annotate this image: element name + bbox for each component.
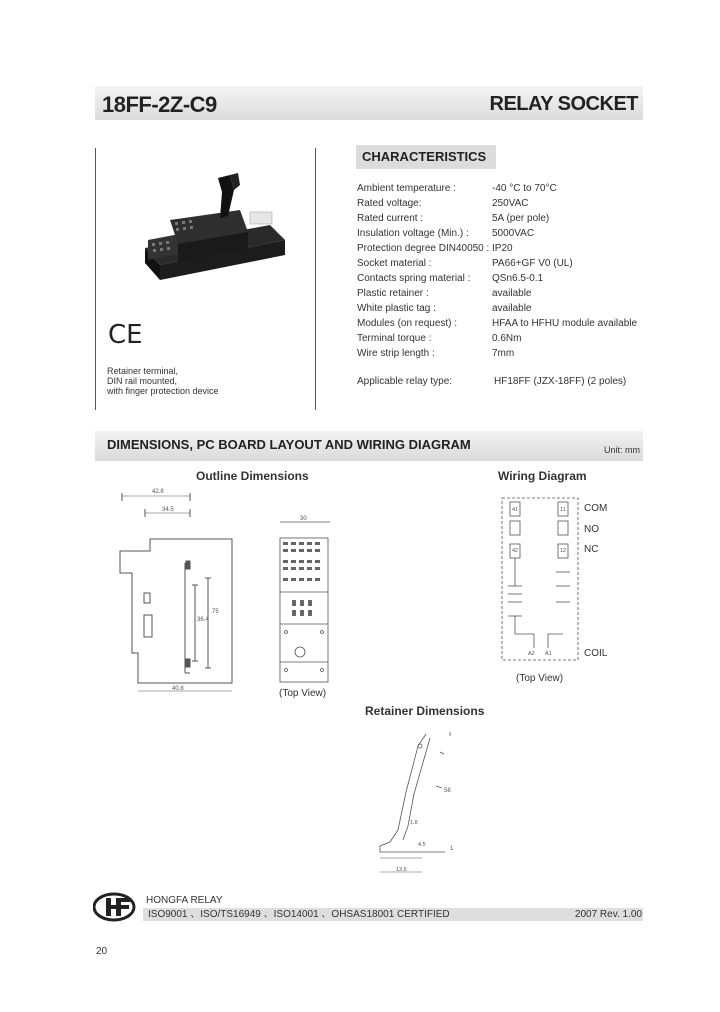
section-title: DIMENSIONS, PC BOARD LAYOUT AND WIRING DIAGRAM bbox=[107, 437, 471, 452]
middle-divider bbox=[315, 148, 316, 410]
retainer-dim-1: 1 bbox=[450, 846, 454, 852]
wiring-diagram bbox=[498, 494, 618, 666]
relay-socket-photo bbox=[130, 170, 290, 290]
wiring-label-no: NO bbox=[584, 524, 599, 535]
spec-label: Rated current : bbox=[357, 213, 424, 224]
left-divider bbox=[95, 148, 96, 410]
applicable-label: Applicable relay type: bbox=[357, 376, 453, 387]
spec-value: 5A (per pole) bbox=[492, 213, 550, 224]
outline-title: Outline Dimensions bbox=[196, 469, 309, 483]
wiring-label-coil: COIL bbox=[584, 648, 608, 659]
terminal-41: 41 bbox=[512, 507, 519, 513]
company-name: HONGFA RELAY bbox=[146, 895, 223, 906]
retainer-drawing bbox=[370, 722, 470, 882]
dim-overall: 42.8 bbox=[152, 489, 164, 495]
retainer-dim-45: 4.5 bbox=[418, 842, 426, 848]
characteristics-heading: CHARACTERISTICS bbox=[356, 145, 496, 169]
unit-label: Unit: mm bbox=[604, 445, 640, 455]
wiring-top-view-label: (Top View) bbox=[516, 673, 564, 684]
spec-label: White plastic tag : bbox=[357, 303, 436, 314]
terminal-11: 11 bbox=[560, 507, 566, 513]
spec-label: Terminal torque : bbox=[357, 333, 432, 344]
hongfa-logo bbox=[93, 892, 139, 922]
revision: 2007 Rev. 1.00 bbox=[574, 909, 642, 920]
spec-value: HFAA to HFHU module available bbox=[492, 318, 638, 329]
dim-height2: 36.4 bbox=[197, 617, 209, 623]
spec-label: Wire strip length : bbox=[357, 348, 435, 359]
dim-bottom: 40.8 bbox=[172, 686, 184, 692]
wiring-label-com: COM bbox=[584, 503, 608, 514]
terminal-12: 12 bbox=[560, 548, 567, 554]
dim-inner: 34.5 bbox=[162, 507, 174, 513]
terminal-a2: A2 bbox=[528, 651, 535, 657]
spec-value: QSn6.5-0.1 bbox=[492, 273, 544, 284]
spec-value: 7mm bbox=[492, 348, 515, 359]
spec-label: Insulation voltage (Min.) : bbox=[357, 228, 469, 239]
spec-value: IP20 bbox=[492, 243, 513, 254]
model-title: 18FF-2Z-C9 bbox=[102, 92, 217, 117]
product-title: RELAY SOCKET bbox=[489, 93, 638, 115]
spec-label: Contacts spring material : bbox=[357, 273, 471, 284]
page-number: 20 bbox=[96, 946, 108, 957]
spec-value: -40 °C to 70°C bbox=[492, 183, 557, 194]
spec-label: Socket material : bbox=[357, 258, 432, 269]
spec-label: Plastic retainer : bbox=[357, 288, 429, 299]
caption-line: with finger protection device bbox=[107, 386, 219, 396]
ce-mark: CE bbox=[108, 320, 143, 350]
caption-line: Retainer terminal, bbox=[107, 366, 179, 376]
caption-line: DIN rail mounted, bbox=[107, 376, 178, 386]
applicable-relay-row bbox=[357, 376, 647, 387]
certifications: ISO9001 、ISO/TS16949 、ISO14001 、OHSAS18001 CERTIFIED bbox=[148, 909, 450, 920]
spec-label: Protection degree DIN40050 : bbox=[357, 243, 490, 254]
spec-value: available bbox=[492, 303, 532, 314]
spec-label: Rated voltage: bbox=[357, 198, 422, 209]
wiring-label-nc: NC bbox=[584, 544, 599, 555]
terminal-a1: A1 bbox=[545, 651, 552, 657]
retainer-dim-58: 58 bbox=[444, 788, 451, 794]
spec-value: 5000VAC bbox=[492, 228, 535, 239]
product-caption bbox=[107, 366, 307, 396]
outline-side-view bbox=[110, 483, 240, 693]
retainer-dim-18: 1.8 bbox=[410, 820, 418, 826]
spec-label: Modules (on request) : bbox=[357, 318, 458, 329]
wiring-title: Wiring Diagram bbox=[498, 469, 587, 483]
dim-height: 75 bbox=[212, 609, 219, 615]
spec-value: 0.6Nm bbox=[492, 333, 522, 344]
spec-value: available bbox=[492, 288, 532, 299]
spec-value: PA66+GF V0 (UL) bbox=[492, 258, 573, 269]
outline-top-view bbox=[270, 512, 340, 684]
applicable-value: HF18FF (JZX-18FF) (2 poles) bbox=[494, 376, 627, 387]
retainer-title: Retainer Dimensions bbox=[365, 704, 485, 718]
top-view-label: (Top View) bbox=[279, 688, 327, 699]
dim-width: 30 bbox=[300, 516, 307, 522]
spec-label: Ambient temperature : bbox=[357, 183, 456, 194]
spec-value: 250VAC bbox=[492, 198, 529, 209]
terminal-42: 42 bbox=[512, 548, 519, 554]
retainer-dim-136: 13.6 bbox=[396, 867, 407, 873]
